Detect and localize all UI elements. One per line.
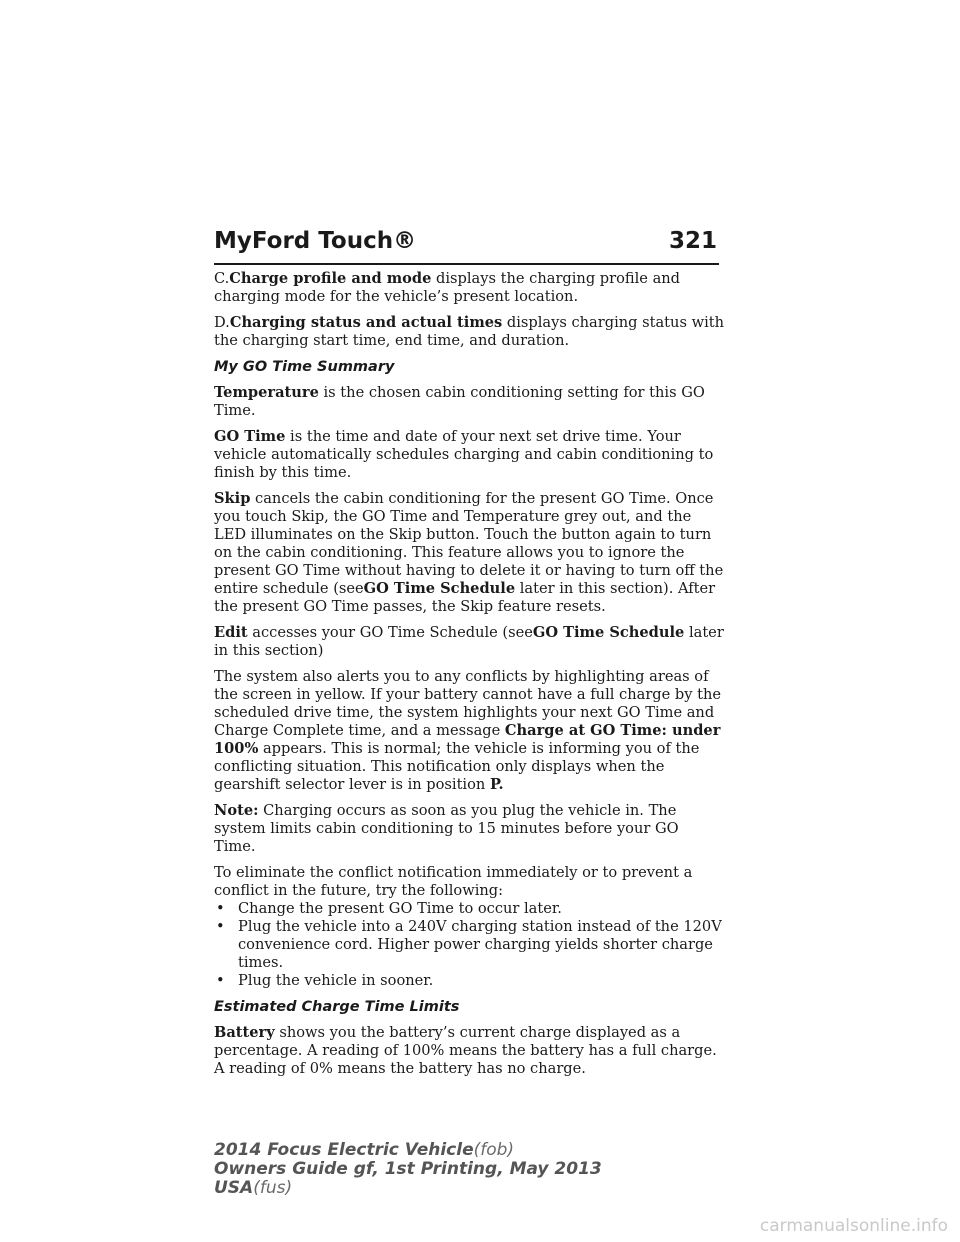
bullet-icon: • (216, 900, 225, 917)
paragraph-eliminate: To eliminate the conflict notification immediately or to prevent a conflict in the future, try the following: (214, 864, 693, 899)
watermark: carmanualsonline.info (759, 1216, 948, 1236)
paragraph-text: displays charging status with the charging start time, end time, and duration. (214, 314, 724, 349)
bullet-icon: • (216, 918, 225, 935)
paragraph-temperature (214, 384, 724, 420)
page-title: MyFord Touch® (214, 228, 417, 254)
term-skip: Skip (214, 490, 251, 507)
page-header (214, 228, 719, 264)
paragraph-go-time (214, 428, 724, 482)
paragraph-battery (214, 1024, 724, 1078)
term-temperature: Temperature (214, 384, 319, 401)
reference-go-time-schedule: GO Time Schedule (363, 580, 516, 597)
paragraph-text: The system also alerts you to any conflicts by highlighting areas of the screen in yellow. If your battery cannot have a full charge by the scheduled drive time, the system highlights your next GO Time and Charge Complete time, and a message (214, 668, 722, 739)
list-item: • Plug the vehicle in sooner. (216, 972, 434, 989)
gear-position: P. (489, 776, 504, 793)
page-footer (214, 1141, 602, 1198)
paragraph-text: accesses your GO Time Schedule (see (252, 624, 533, 641)
paragraph-c (214, 270, 724, 306)
page-number: 321 (668, 228, 717, 254)
paragraph-edit (214, 624, 724, 660)
bullet-icon: • (216, 972, 225, 989)
paragraph-text: displays the charging profile and charging mode for the vehicle’s present location. (214, 270, 681, 305)
paragraph-d (214, 314, 724, 350)
paragraph-text: is the chosen cabin conditioning setting for this GO Time. (214, 384, 705, 419)
footer-line-2: Owners Guide gf, 1st Printing, May 2013 (214, 1159, 602, 1179)
note-label: Note: (214, 802, 259, 819)
term-charging-status: Charging status and actual times (229, 314, 503, 331)
paragraph-alerts (214, 668, 724, 794)
paragraph-text: cancels the cabin conditioning for the present GO Time. Once you touch Skip, the GO Time and Temperature grey out, and the LED illuminates on the Skip button. Touch the button again to turn on the cabin conditioning. This feature allows you to ignore the present GO Time without having to delete it or having to turn off the entire schedule (see (214, 490, 724, 597)
section-heading-go-time-summary: My GO Time Summary (214, 359, 395, 375)
paragraph-text: later in this section) (214, 624, 724, 659)
item-letter: D. (214, 314, 230, 331)
paragraph-text: later in this section). After the present GO Time passes, the Skip feature resets. (214, 580, 716, 615)
paragraph-text: Charging occurs as soon as you plug the vehicle in. The system limits cabin conditioning to 15 minutes before your GO Time. (214, 802, 679, 855)
list-item: • Change the present GO Time to occur later. (216, 900, 562, 917)
paragraph-note (214, 802, 724, 856)
footer-line-3: USA(fus) (214, 1178, 293, 1198)
reference-go-time-schedule: GO Time Schedule (532, 624, 685, 641)
paragraph-text: is the time and date of your next set drive time. Your vehicle automatically schedules charging and cabin conditioning to finish by this time. (214, 428, 714, 481)
paragraph-text: shows you the battery’s current charge displayed as a percentage. A reading of 100% means the battery has a full charge. A reading of 0% means the battery has no charge. (214, 1024, 717, 1077)
section-heading-charge-time-limits: Estimated Charge Time Limits (214, 999, 460, 1015)
footer-line-1: 2014 Focus Electric Vehicle(fob) (214, 1140, 515, 1160)
term-charge-profile: Charge profile and mode (229, 270, 432, 287)
bullet-list (214, 900, 724, 990)
paragraph-skip (214, 490, 724, 616)
header-rule (214, 263, 719, 265)
paragraph-text: appears. This is normal; the vehicle is informing you of the conflicting situation. This notification only displays when the gearshift selector lever is in position (214, 740, 700, 793)
term-battery: Battery (214, 1024, 275, 1041)
list-item: • Plug the vehicle into a 240V charging station instead of the 120V convenience cord. Higher power charging yields shorter charge times. (216, 918, 722, 971)
term-edit: Edit (214, 624, 248, 641)
message-charge-at-go-time: Charge at GO Time: under 100% (214, 722, 721, 757)
page-content (214, 270, 724, 1086)
item-letter: C. (214, 270, 230, 287)
term-go-time: GO Time (214, 428, 286, 445)
